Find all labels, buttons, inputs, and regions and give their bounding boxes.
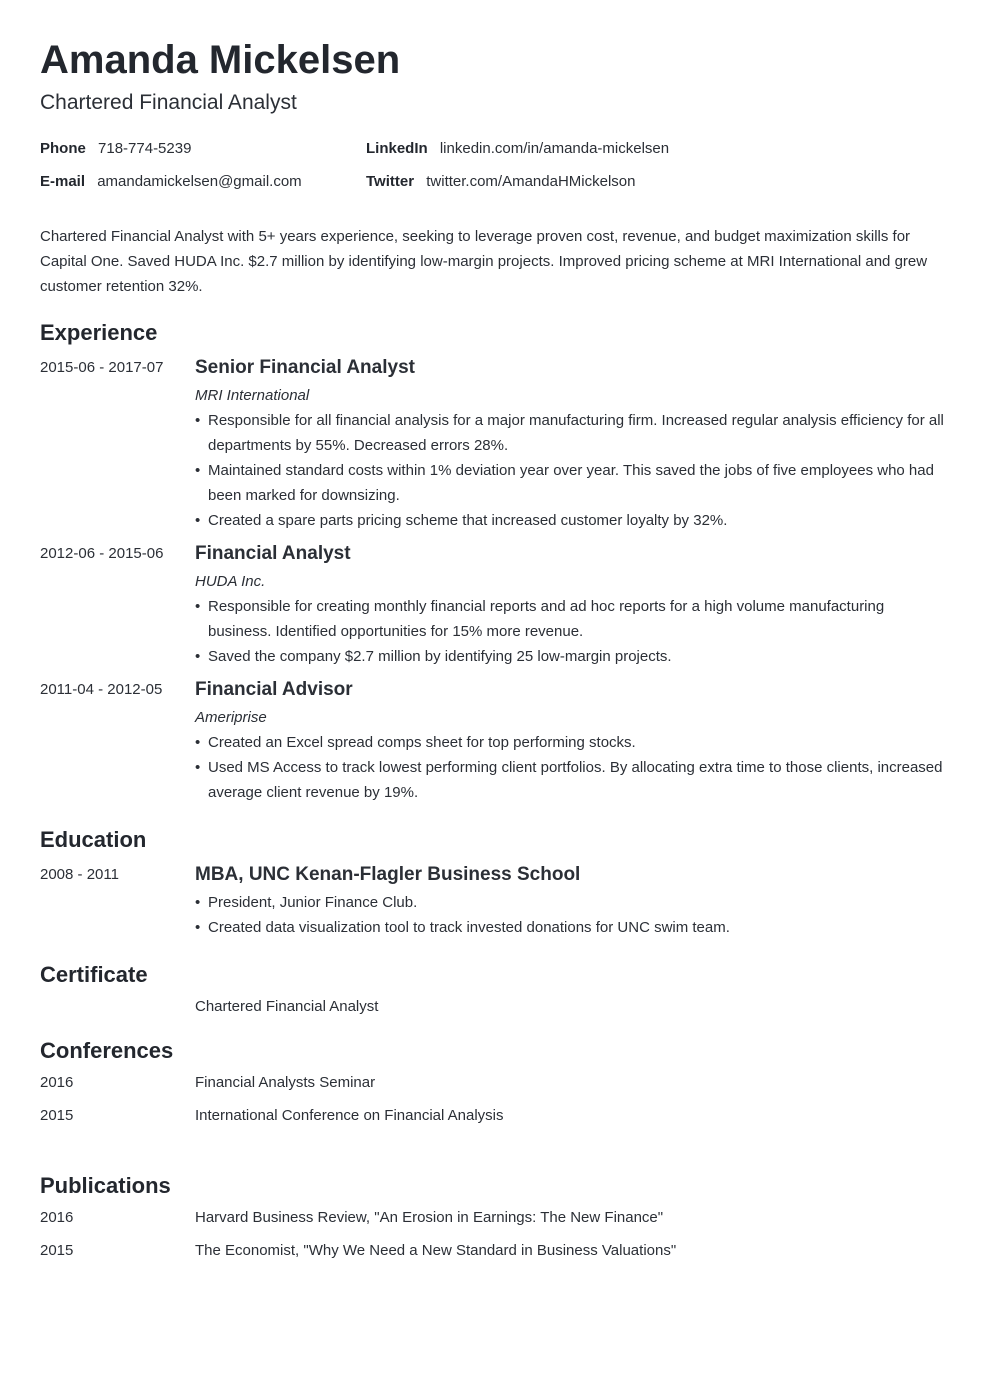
section-title: Experience [40,320,158,345]
experience-entry [40,679,950,805]
conference-item [40,1074,950,1092]
item-date: 2016 [40,1074,74,1091]
bullet-item: • President, Junior Finance Club. [195,890,950,915]
bullet-item: • Responsible for all financial analysis for a major manufacturing firm. Increased regular analysis efficiency for all departments by 55%. Decreased errors 28%. [195,408,950,458]
bullet-item: • Saved the company $2.7 million by identifying 25 low-margin projects. [195,644,950,669]
entry-dates: 2008 - 2011 [40,866,119,883]
publications-list [40,1209,950,1260]
company-name: MRI International [195,387,310,404]
entry-dates: 2015-06 - 2017-07 [40,359,164,376]
professional-summary: Chartered Financial Analyst with 5+ years experience, seeking to leverage proven cost, revenue, and budget maximization skills for Capital One. Saved HUDA Inc. $2.7 million by identifying low-margin projects. Improved pricing scheme at MRI International and grew customer retention 32%. [40,228,928,295]
conferences-section [40,1038,950,1125]
bullet-list [195,594,950,669]
section-title: Publications [40,1173,171,1198]
entry-body [195,357,950,533]
conferences-list [40,1074,950,1125]
job-title: Financial Analyst [195,543,351,564]
bullet-item: • Used MS Access to track lowest performing client portfolios. By allocating extra time to those clients, increased average client revenue by 19%. [195,755,950,805]
conference-name: International Conference on Financial Analysis [195,1107,504,1124]
item-date [40,998,195,1016]
contact-label: LinkedIn [366,140,428,157]
certificate-list [40,998,950,1016]
entry-dates: 2012-06 - 2015-06 [40,545,164,562]
bullet-list [195,730,950,805]
item-date: 2015 [40,1107,74,1124]
publication-item [40,1209,950,1227]
certificate-item [40,998,950,1016]
entry-dates: 2011-04 - 2012-05 [40,681,163,698]
bullet-list [195,890,950,940]
conference-item [40,1107,950,1125]
bullet-item: • Created an Excel spread comps sheet for top performing stocks. [195,730,950,755]
experience-entry [40,357,950,533]
job-title: Senior Financial Analyst [195,357,415,378]
bullet-item: • Responsible for creating monthly financial reports and ad hoc reports for a high volume manufacturing business. Identified opportunities for 15% more revenue. [195,594,950,644]
entry-body [195,543,950,669]
publication-title: The Economist, "Why We Need a New Standard in Business Valuations" [195,1242,677,1259]
twitter-value: twitter.com/AmandaHMickelson [426,173,636,190]
bullet-item: • Maintained standard costs within 1% deviation year over year. This saved the jobs of five employees who had been marked for downsizing. [195,458,950,508]
contact-linkedin [366,140,950,158]
candidate-name: Amanda Mickelsen [40,38,401,82]
contact-info [40,140,950,191]
conference-name: Financial Analysts Seminar [195,1074,376,1091]
section-title: Education [40,827,147,852]
contact-label: E-mail [40,173,86,190]
degree-title: MBA, UNC Kenan-Flagler Business School [195,864,581,885]
candidate-headline: Chartered Financial Analyst [40,91,297,114]
bullet-item: • Created a spare parts pricing scheme that increased customer loyalty by 32%. [195,508,950,533]
section-title: Certificate [40,962,148,987]
education-entry [40,864,950,940]
contact-label: Phone [40,140,86,157]
linkedin-value: linkedin.com/in/amanda-mickelsen [439,140,670,157]
company-name: HUDA Inc. [195,573,266,590]
education-section [40,827,950,940]
bullet-item: • Created data visualization tool to track invested donations for UNC swim team. [195,915,950,940]
entry-body [195,864,950,940]
contact-phone [40,140,366,158]
phone-value: 718-774-5239 [98,140,192,157]
email-value: amandamickelsen@gmail.com [97,173,302,190]
publications-section [40,1173,950,1260]
publication-title: Harvard Business Review, "An Erosion in Earnings: The New Finance" [195,1209,664,1226]
item-date: 2016 [40,1209,74,1226]
job-title: Financial Advisor [195,679,353,700]
experience-section [40,320,950,805]
section-title: Conferences [40,1038,174,1063]
certificate-section [40,962,950,1016]
certificate-name: Chartered Financial Analyst [195,998,379,1015]
contact-label: Twitter [366,173,415,190]
publication-item [40,1242,950,1260]
contact-email [40,173,366,191]
bullet-list [195,408,950,533]
contact-twitter [366,173,950,191]
experience-entry [40,543,950,669]
company-name: Ameriprise [195,709,267,726]
entry-body [195,679,950,805]
item-date: 2015 [40,1242,74,1259]
